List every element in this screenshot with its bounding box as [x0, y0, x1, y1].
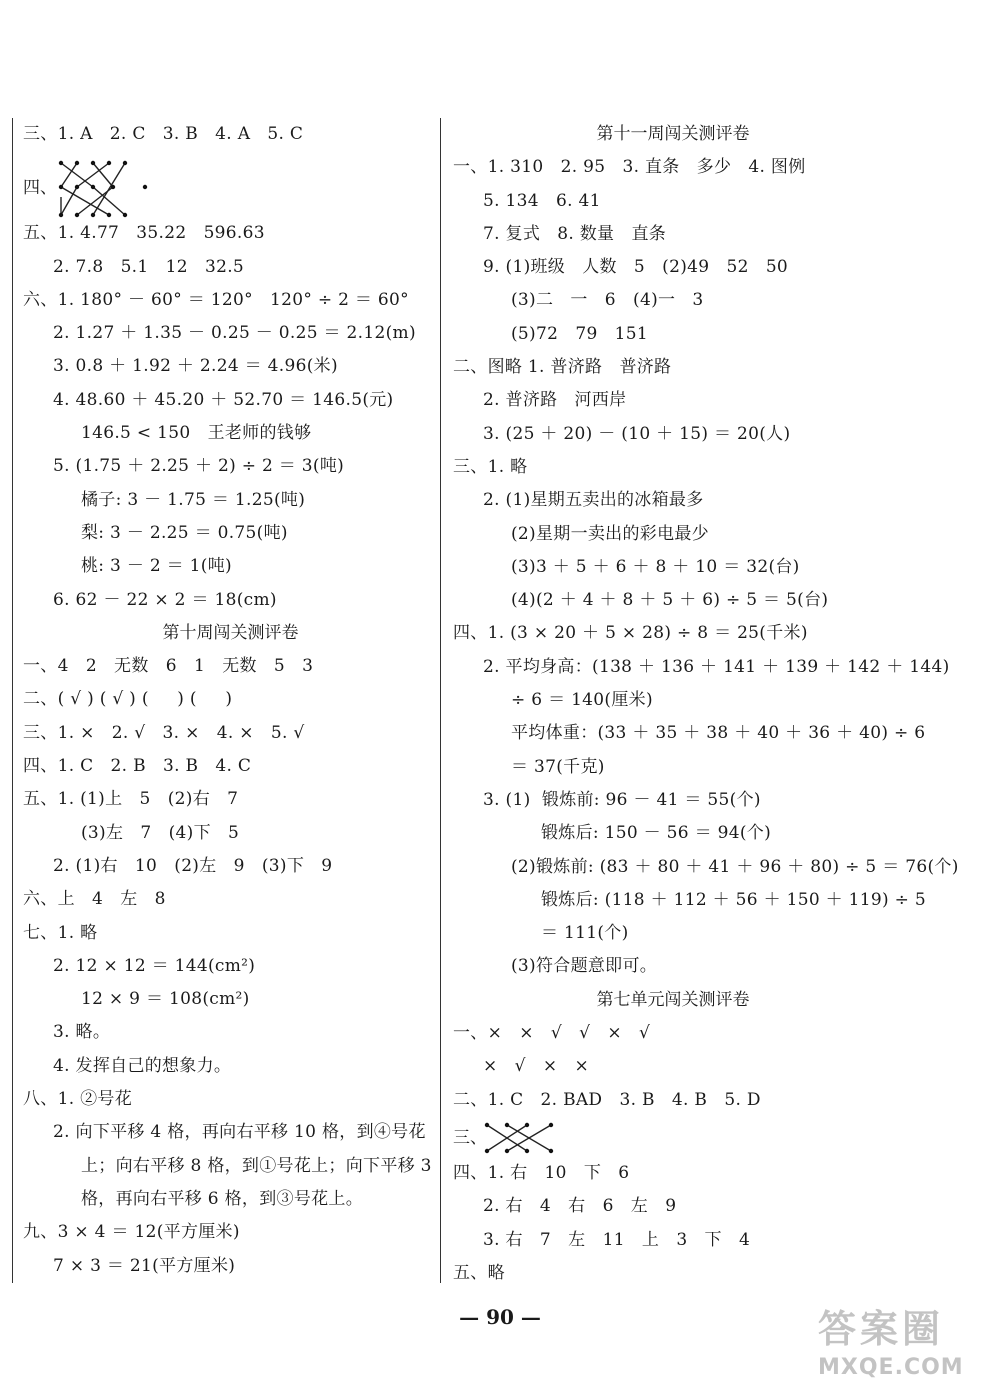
answer-line: 上；向右平移 8 格，到①号花上；向下平移 3: [81, 1155, 432, 1176]
answer-line: 四、1. C 2. B 3. B 4. C: [23, 756, 252, 777]
answer-line: 2. (1)星期五卖出的冰箱最多: [483, 490, 704, 511]
answer-line: (3)二 一 6 (4)一 3: [511, 290, 704, 311]
question-label: 四、: [23, 178, 57, 199]
answer-line: 五、1. (1)上 5 (2)右 7: [23, 789, 239, 810]
answer-line: 2. 平均身高：(138 ＋ 136 ＋ 141 ＋ 139 ＋ 142 ＋ 144): [483, 656, 950, 677]
matching-lines-figure: [53, 157, 163, 219]
answer-line: × √ × ×: [483, 1056, 590, 1077]
answer-line: ÷ 6 ＝ 140(厘米): [511, 690, 653, 711]
answer-line: 3. (1) 锻炼前: 96 － 41 ＝ 55(个): [483, 789, 761, 810]
answer-line: 一、4 2 无数 6 1 无数 5 3: [23, 656, 314, 677]
answer-line: 八、1. ②号花: [23, 1089, 133, 1110]
answer-line: 9. (1)班级 人数 5 (2)49 52 50: [483, 257, 789, 278]
section-heading: 第七单元闯关测评卷: [596, 989, 750, 1010]
answer-line: ＝ 111(个): [541, 923, 629, 944]
answer-line: ＝ 37(千克): [511, 756, 605, 777]
answer-line: 锻炼后: (118 ＋ 112 ＋ 56 ＋ 150 ＋ 119) ÷ 5: [541, 889, 927, 910]
answer-line: 3. 0.8 ＋ 1.92 ＋ 2.24 ＝ 4.96(米): [53, 356, 338, 377]
matching-figure-row: [23, 151, 438, 217]
answer-line: 三、1. 略: [453, 456, 528, 477]
answer-line: 三、1. A 2. C 3. B 4. A 5. C: [23, 124, 304, 144]
answer-line: 7. 复式 8. 数量 直条: [483, 223, 667, 244]
answer-line: 锻炼后: 150 － 56 ＝ 94(个): [541, 823, 772, 844]
answer-line: 12 × 9 ＝ 108(cm²): [81, 989, 250, 1010]
answer-line: 四、1. 右 10 下 6: [453, 1162, 630, 1183]
answer-line: 4. 发挥自己的想象力。: [53, 1055, 232, 1076]
left-column: [12, 118, 438, 1283]
watermark-site: MXQE.COM: [818, 1355, 964, 1380]
section-heading: 第十一周闯关测评卷: [596, 124, 750, 144]
answer-line: 2. 普济路 河西岸: [483, 390, 627, 411]
answer-line: 梨: 3 － 2.25 ＝ 0.75(吨): [81, 522, 288, 543]
section-heading: 第十周闯关测评卷: [162, 622, 299, 643]
answer-line: 5. 134 6. 41: [483, 190, 601, 211]
answer-line: 四、1. (3 × 20 ＋ 5 × 28) ÷ 8 ＝ 25(千米): [453, 623, 808, 644]
answer-line: 平均体重：(33 ＋ 35 ＋ 38 ＋ 40 ＋ 36 ＋ 40) ÷ 6: [511, 723, 926, 744]
answer-line: 2. 向下平移 4 格，再向右平移 10 格，到④号花: [53, 1122, 426, 1143]
answer-line: 三、1. × 2. √ 3. × 4. × 5. √: [23, 722, 305, 743]
answer-line: 五、1. 4.77 35.22 596.63: [23, 223, 265, 244]
right-column: [440, 118, 959, 1283]
answer-line: 二、图略 1. 普济路 普济路: [453, 357, 672, 378]
answer-line: 2. 1.27 ＋ 1.35 － 0.25 － 0.25 ＝ 2.12(m): [53, 323, 416, 344]
page-number: — 90 —: [459, 1305, 541, 1329]
answer-line: (4)(2 ＋ 4 ＋ 8 ＋ 5 ＋ 6) ÷ 5 ＝ 5(台): [511, 590, 829, 611]
answer-line: (5)72 79 151: [511, 323, 649, 344]
answer-line: 格，再向右平移 6 格，到③号花上。: [81, 1188, 364, 1209]
answer-line: 六、1. 180° － 60° ＝ 120° 120° ÷ 2 ＝ 60°: [23, 289, 409, 310]
answer-line: (3)左 7 (4)下 5: [81, 822, 240, 843]
answer-line: (2)星期一卖出的彩电最少: [511, 523, 709, 544]
crossing-lines-figure: [481, 1117, 571, 1157]
answer-line: 2. 12 × 12 ＝ 144(cm²): [53, 955, 256, 976]
answer-line: 一、1. 310 2. 95 3. 直条 多少 4. 图例: [453, 157, 806, 178]
answer-line: (2)锻炼前: (83 ＋ 80 ＋ 41 ＋ 96 ＋ 80) ÷ 5 ＝ 76(个): [511, 856, 959, 877]
watermark-title: 答案圈: [818, 1307, 945, 1351]
answer-line: 6. 62 － 22 × 2 ＝ 18(cm): [53, 589, 277, 610]
answer-line: 146.5 < 150 王老师的钱够: [81, 423, 312, 444]
site-watermark: [818, 1298, 993, 1393]
answer-line: 2. 7.8 5.1 12 32.5: [53, 256, 245, 277]
question-label: 三、: [453, 1127, 487, 1148]
answer-line: 2. 右 4 右 6 左 9: [483, 1196, 677, 1217]
answer-line: 3. (25 ＋ 20) － (10 ＋ 15) ＝ 20(人): [483, 423, 791, 444]
answer-line: 5. (1.75 ＋ 2.25 ＋ 2) ÷ 2 ＝ 3(吨): [53, 456, 345, 477]
answer-line: 二、( √ ) ( √ ) ( ) ( ): [23, 689, 233, 710]
answer-line: 六、上 4 左 8: [23, 889, 166, 910]
answer-line: 九、3 × 4 ＝ 12(平方厘米): [23, 1222, 240, 1243]
answer-line: (3)3 ＋ 5 ＋ 6 ＋ 8 ＋ 10 ＝ 32(台): [511, 556, 800, 577]
answer-line: 橘子: 3 － 1.75 ＝ 1.25(吨): [81, 489, 306, 510]
answer-line: 桃: 3 － 2 ＝ 1(吨): [81, 556, 232, 577]
answer-line: 7 × 3 ＝ 21(平方厘米): [53, 1255, 236, 1276]
matching-figure-row: [453, 1117, 893, 1157]
answer-line: 2. (1)右 10 (2)左 9 (3)下 9: [53, 855, 333, 876]
answer-line: 一、× × √ √ × √: [453, 1023, 651, 1044]
answer-line: 七、1. 略: [23, 922, 98, 943]
answer-line: 3. 略。: [53, 1022, 111, 1043]
answer-line: 3. 右 7 左 11 上 3 下 4: [483, 1229, 751, 1250]
answer-line: 五、略: [453, 1262, 505, 1283]
answer-line: 二、1. C 2. BAD 3. B 4. B 5. D: [453, 1089, 761, 1110]
answer-line: (3)符合题意即可。: [511, 956, 658, 977]
answer-line: 4. 48.60 ＋ 45.20 ＋ 52.70 ＝ 146.5(元): [53, 389, 394, 410]
